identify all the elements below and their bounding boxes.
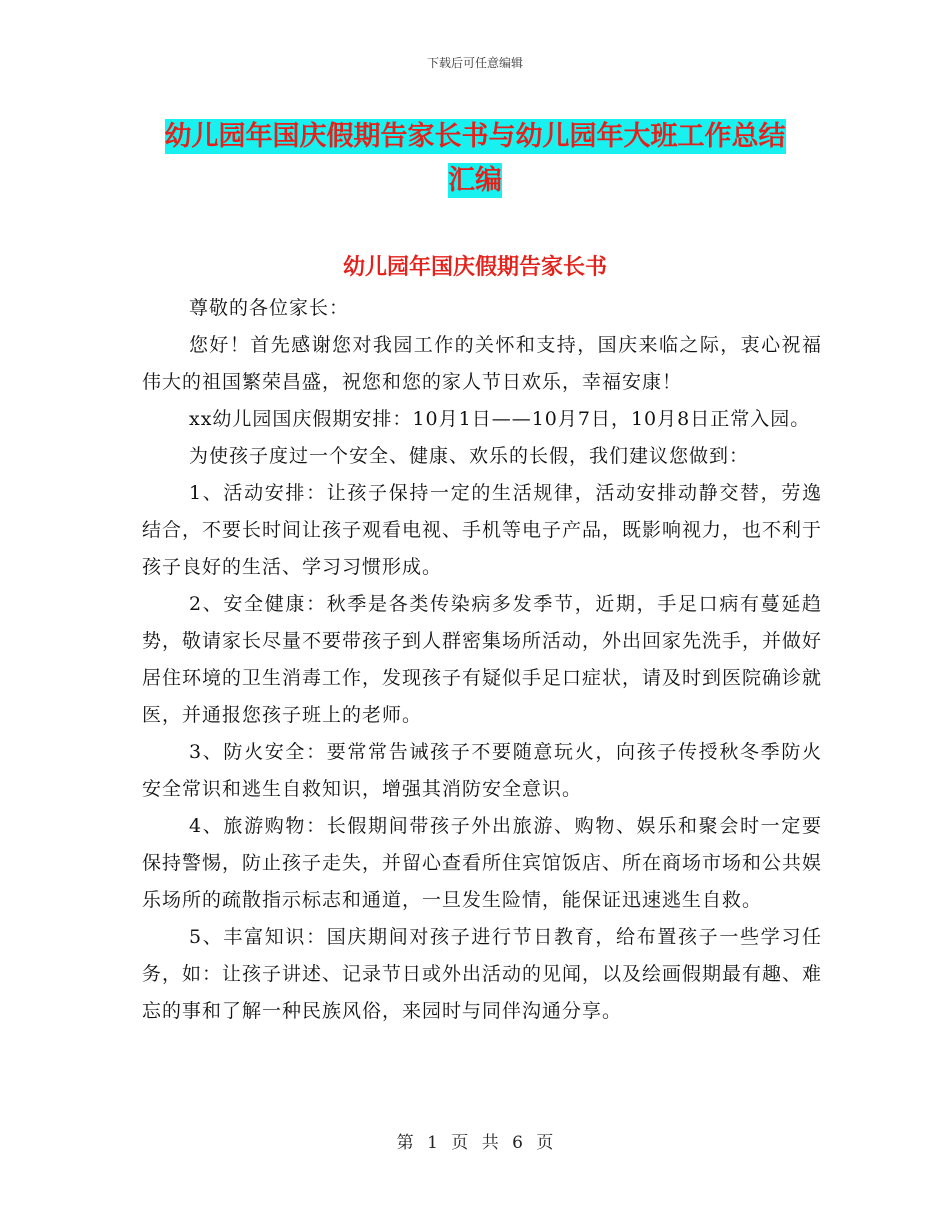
document-title-line-2 <box>0 158 950 197</box>
body-paragraph: 4、旅游购物：长假期间带孩子外出旅游、购物、娱乐和聚会时一定要保持警惕，防止孩子走失，并留心查看所住宾馆饭店、所在商场市场和公共娱乐场所的疏散指示标志和通道，一旦发生险情，能保证迅速逃生自救。 <box>142 815 823 911</box>
page-number-footer: 第 1 页 共 6 页 <box>396 1133 554 1153</box>
document-title-text-1: 幼儿园年国庆假期告家长书与幼儿园年大班工作总结 <box>164 121 786 152</box>
header-note: 下载后可任意编辑 <box>426 56 523 70</box>
document-title-text-2: 汇编 <box>448 165 502 196</box>
body-paragraph: xx幼儿园国庆假期安排：10月1日——10月7日，10月8日正常入园。 <box>189 408 811 430</box>
body-paragraph: 5、丰富知识：国庆期间对孩子进行节日教育，给布置孩子一些学习任务，如：让孩子讲述、记录节日或外出活动的见闻，以及绘画假期最有趣、难忘的事和了解一种民族风俗，来园时与同伴沟通分享。 <box>142 926 823 1022</box>
document-title-line-1 <box>0 114 950 153</box>
body-paragraph: 为使孩子度过一个安全、健康、欢乐的长假，我们建议您做到： <box>189 445 750 467</box>
section-title: 幼儿园年国庆假期告家长书 <box>342 255 607 280</box>
body-paragraph: 3、防火安全：要常常告诫孩子不要随意玩火，向孩子传授秋冬季防火安全常识和逃生自救知识，增强其消防安全意识。 <box>142 741 822 800</box>
letter-body <box>142 288 822 1030</box>
body-paragraph: 您好！首先感谢您对我园工作的关怀和支持，国庆来临之际，衷心祝福伟大的祖国繁荣昌盛，祝您和您的家人节日欢乐，幸福安康！ <box>142 334 822 393</box>
body-paragraph: 2、安全健康：秋季是各类传染病多发季节，近期，手足口病有蔓延趋势，敬请家长尽量不要带孩子到人群密集场所活动，外出回家先洗手，并做好居住环境的卫生消毒工作，发现孩子有疑似手足口症状，请及时到医院确诊就医，并通报您孩子班上的老师。 <box>142 593 823 726</box>
body-paragraph: 1、活动安排：让孩子保持一定的生活规律，活动安排动静交替，劳逸结合，不要长时间让孩子观看电视、手机等电子产品，既影响视力，也不利于孩子良好的生活、学习习惯形成。 <box>142 482 823 578</box>
greeting-paragraph: 尊敬的各位家长： <box>189 297 350 319</box>
